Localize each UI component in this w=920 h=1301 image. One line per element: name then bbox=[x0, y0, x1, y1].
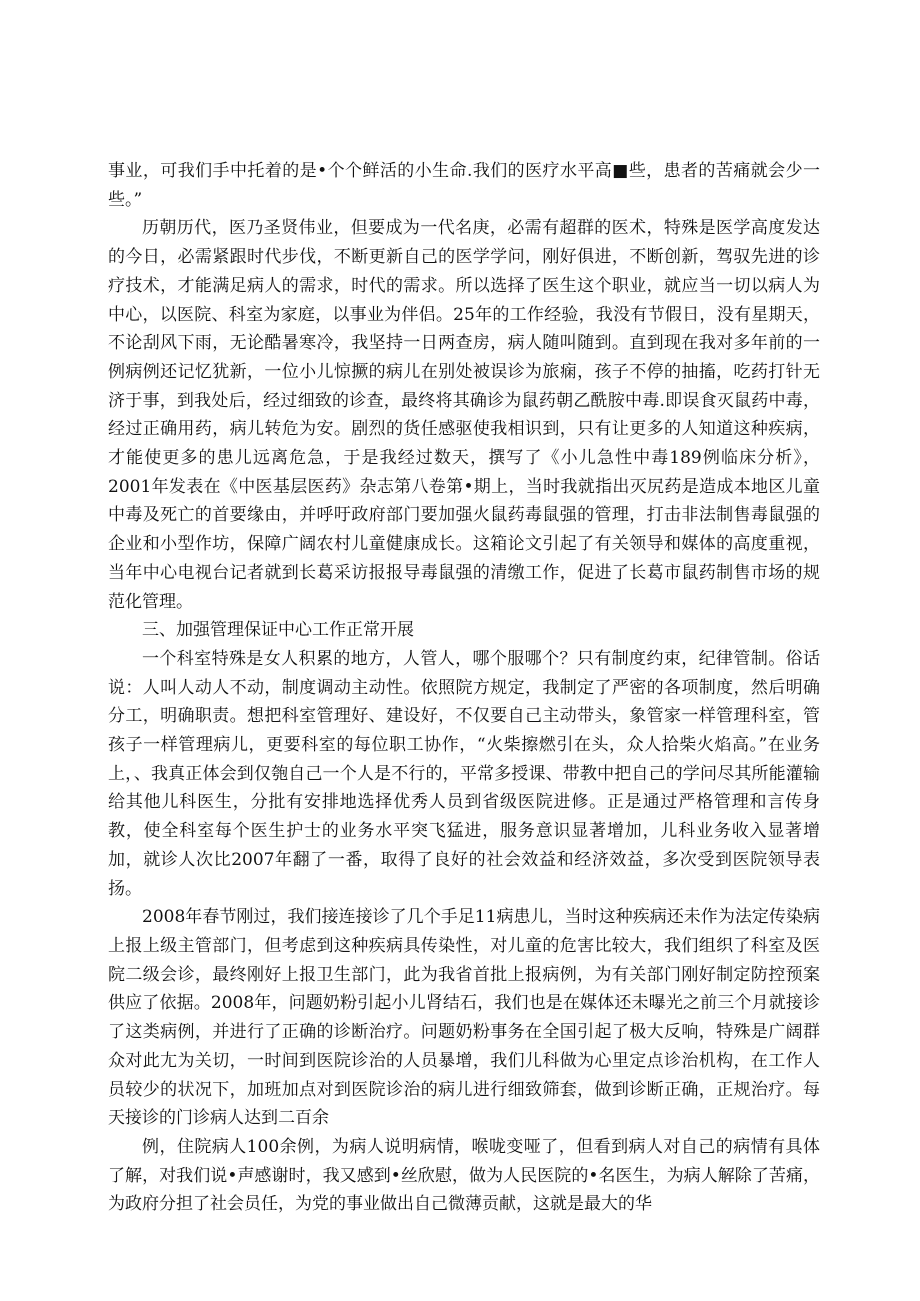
paragraph-continuation: 事业，可我们手中托着的是•个个鲜活的小生命.我们的医疗水平高■些，患者的苦痛就会少一些。” bbox=[108, 161, 820, 210]
paragraph-department-management: 一个科室特殊是女人积累的地方，人管人，哪个服哪个？只有制度约束，纪律管制。俗话说：人叫人动人不动，制度调动主动性。依照院方规定，我制定了严密的各项制度，然后明确分工，明确职责。想把科室管理好、建设好，不仅要自己主动带头，象管家一样管理科室，管孩子一样管理病儿，更要科室的每位职工协作，“火柴擦燃引在头，众人拾柴火焰高。”在业务上，、我真正体会到仅匏自己一个人是不行的，平常多授课、带教中把自己的学问尽其所能灌输给其他儿科医生，分批有安排地选择优秀人员到省级医院进修。正是通过严格管理和言传身教，使全科室每个医生护士的业务水平突飞猛进，服务意识显著增加，儿科业务收入显著增加，就诊人次比2007年翻了一番，取得了良好的社会效益和经济效益，多次受到医院领导表扬。 bbox=[108, 648, 820, 899]
paragraph-epidemic-response: 2008年春节刚过，我们接连接诊了几个手足11病患儿，当时这种疾病还未作为法定传染病上报上级主管部门，但考虑到这种疾病具传染性，对儿童的危害比较大，我们组织了科室及医院二级会诊，最终刚好上报卫生部门，此为我省首批上报病例，为有关部门刚好制定防控预案供应了依据。2008年，问题奶粉引起小儿肾结石，我们也是在媒体还未曝光之前三个月就接诊了这类病例，并进行了正确的诊断治疗。问题奶粉事务在全国引起了极大反响，特殊是广阔群众对此尢为关切，一时间到医院诊治的人员暴增，我们儿科做为心里定点诊治机构，在工作人员较少的状况下，加班加点对到医院诊治的病儿进行细致筛套，做到诊断正确，正规治疗。每天接诊的门诊病人达到二百余 bbox=[108, 907, 820, 1129]
paragraph-closing: 例，住院病人100余例，为病人说明病情，喉咙变哑了，但看到病人对自己的病情有具体了解，对我们说•声感谢时，我又感到•丝欣慰，做为人民医院的•名医生，为病人解除了苦痛，为政府分担了社会员任，为党的事业做出自己微薄贡献，这就是最大的华 bbox=[108, 1136, 820, 1215]
section-heading: 三、加强管理保证中心工作正常开展 bbox=[142, 620, 414, 641]
document-page bbox=[108, 157, 820, 1219]
paragraph-medical-career: 历朝历代，医乃圣贤伟业，但要成为一代名庚，必需有超群的医术，特殊是医学高度发达的今日，必需紧跟时代步伐，不断更新自己的医学学问，刚好俱进，不断创新，驾驭先进的诊疗技术，才能满足病人的需求，时代的需求。所以选择了医生这个职业，就应当一切以病人为中心，以医院、科室为家庭，以事业为伴侣。25年的工作经验，我没有节假日，没有星期天，不论刮风下雨，无论酷暑寒冷，我坚持一日两查房，病人随叫随到。直到现在我对多年前的一例病例还记忆犹新，一位小儿惊撅的病儿在别处被误诊为旅痫，孩子不停的抽搐，吃药打针无济于事，到我处后，经过细致的诊查，最终将其确诊为鼠药朝乙酰胺中毒.即误食灭鼠药中毒，经过正确用药，病儿转危为安。剧烈的货任感驱使我相识到，只有让更多的人知道这种疾病，才能使更多的患儿远离危急，于是我经过数天，撰写了《小儿急性中毒189例临床分析》，2001年发表在《中医基层医药》杂志第八卷第•期上，当时我就指出灭尻药是造成本地区儿童中毒及死亡的首要缘由，并呼吁政府部门要加强火鼠药毒鼠强的管理，打击非法制售毒鼠强的企业和小型作坊，保障广阔农村儿童健康成长。这箱论文引起了有关领导和媒体的高度重视，当年中心电视台记者就到长葛采访报报导毒鼠强的清缴工作，促进了长葛市鼠药制售市场的规范化管理。 bbox=[108, 218, 820, 612]
